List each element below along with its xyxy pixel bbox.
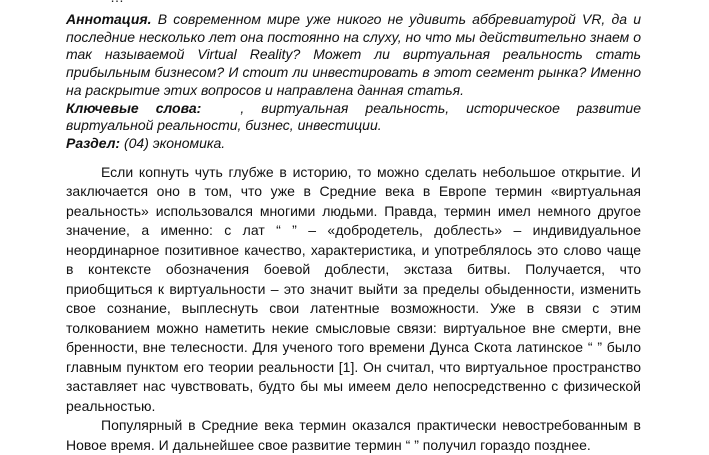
keywords-label: Ключевые слова:: [66, 99, 202, 116]
section: [66, 135, 641, 153]
section-label: Раздел:: [66, 134, 121, 151]
section-text: (04) экономика.: [123, 134, 226, 151]
body-paragraph-1: Если копнуть чуть глубже в историю, то можно сделать небольшое открытие. И заключается оно в том, что уже в Средние века в Европе термин «виртуальная реальность» использовался многими людьми. Правда, термин имел немного другое значение, а именно: с лат “ ” – «добродетель, доблесть» – индивидуальное неординарное позитивное качество, характеристика, и употреблялось это слово чаще в контексте обозначения боевой доблести, экстаза битвы. Получается, что приобщиться к виртуальности – это значит выйти за пределы обыденности, изменить свое сознание, выплеснуть свои латентные возможности. Уже в связи с этим толкованием можно наметить некие смысловые связи: виртуальное вне смерти, вне бренности, вне телесности. Для ученого того времени Дунса Скота латинское “ ” было главным пунктом его теории реальности [1]. Он считал, что виртуальное пространство заставляет нас чувствовать, будто бы мы имеем дело непосредственно с физической реальностью.: [66, 163, 641, 414]
body-paragraph-2: Популярный в Средние века термин оказался практически невостребованным в Новое время. И дальнейшее свое развитие термин “ ” получил гораздо позднее.: [66, 417, 641, 453]
keywords: [66, 100, 641, 135]
cropped-heading-line: [0, 0, 709, 3]
abstract: [66, 11, 641, 100]
abstract-text: В современном мире уже никого не удивить аббревиатурой VR, да и последние несколько лет она постоянно на слуху, но что мы действительно знаем о так называемой Virtual Reality? Может ли виртуальная реальность стать прибыльным бизнесом? И стоит ли инвестировать в этот сегмент рынка? Именно на раскрытие этих вопросов и направлена данная статья.: [66, 11, 641, 98]
keywords-text: , виртуальная реальность, историческое развитие виртуальной реальности, бизнес, инвестиции.: [66, 99, 641, 134]
article-content: [66, 11, 641, 455]
abstract-label: Аннотация.: [66, 11, 152, 27]
